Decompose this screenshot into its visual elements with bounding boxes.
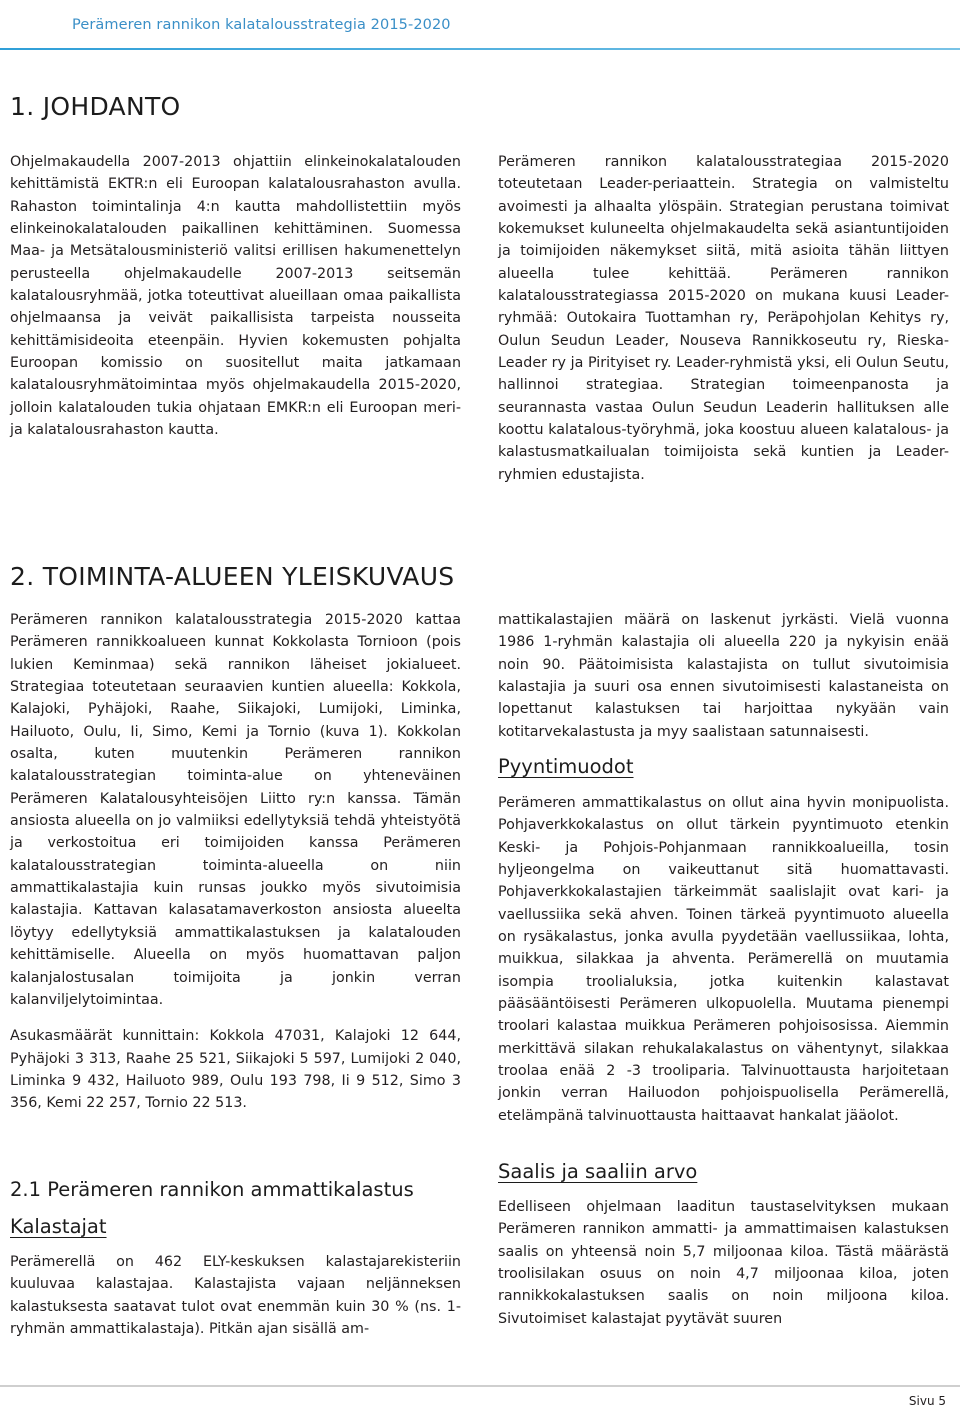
page-number: Sivu 5 bbox=[908, 1394, 946, 1408]
kalastajat-column bbox=[10, 1251, 461, 1340]
pyyntimuodot-heading: Pyyntimuodot bbox=[498, 755, 634, 778]
section-1-heading: 1. JOHDANTO bbox=[10, 92, 181, 121]
fishermen-decline-paragraph: mattikalastajien määrä on laskenut jyrkästi. Vielä vuonna 1986 1-ryhmän kalastajia oli alueella 220 ja nykyisin enää noin 90. Päätoimisista kalastajista on tullut sivutoimisia kalastajia ja suuri osa ennen sivutoimisesti kalastaneista on lopettanut kalastuksen tai harjoittaa nykyään vain kotitarvekalastusta ja myy saalistaan satunnaisesti. bbox=[498, 612, 949, 740]
section-1-left-paragraph: Ohjelmakaudella 2007-2013 ohjattiin elinkeinokalatalouden kehittämistä EKTR:n eli Euroopan kalatalousrahaston avulla. Rahaston toimintalinja 4:n kautta mahdollistettiin myös elinkeinokalatalouden paikallinen kehittäminen. Suomessa Maa- ja Metsätalousministeriö valitsi erillisen hakumenettelyn perusteella ohjelmakaudelle 2007-2013 seitsemän kalatalousryhmää, jotka toteuttivat alueillaan omaa paikallista ohjelmaansa ja veivät paikallisista tarpeista nousseita kehittämisideoita eteenpäin. Hyvien kokemusten pohjalta Euroopan komissio on suositellut maita jatkamaan kalatalousryhmätoimintaa myös ohjelmakaudella 2015-2020, jolloin kalatalouden tukia ohjataan EMKR:n eli Euroopan meri- ja kalatalousrahaston kautta. bbox=[10, 154, 461, 439]
pyyntimuodot-column bbox=[498, 792, 949, 1127]
saalis-heading: Saalis ja saaliin arvo bbox=[498, 1160, 698, 1183]
section-2-left-column bbox=[10, 609, 461, 1115]
subsection-2-1-heading: 2.1 Perämeren rannikon ammattikalastus bbox=[10, 1178, 414, 1201]
section-2-heading: 2. TOIMINTA-ALUEEN YLEISKUVAUS bbox=[10, 562, 455, 591]
kalastajat-paragraph: Perämerellä on 462 ELY-keskuksen kalastajarekisteriin kuuluvaa kalastajaa. Kalastajista vajaan neljänneksen kalastuksesta saatavat tulot ovat enemmän kuin 30 % (ns. 1-ryhmän ammattikalastaja). Pitkän ajan sisällä am- bbox=[10, 1254, 461, 1338]
footer-rule bbox=[0, 1385, 960, 1387]
pyyntimuodot-paragraph: Perämeren ammattikalastus on ollut aina hyvin monipuolista. Pohjaverkkokalastus on ollut tärkein pyyntimuoto etenkin Keski- ja Pohjois-Pohjanmaan rannikkoalueilla, tosin hyljeongelma on vaikeuttanut sitä huomattavasti. Pohjaverkkokalastajien tärkeimmät saalislajit ovat kari- ja vaellussiika sekä ahven. Toinen tärkeä pyyntimuoto alueella on rysäkalastus, jonka avulla pyydetään vaellussiikaa, lohta, muikkua, silakkaa ja ahventa. Perämerellä on muutamia isompia troolialuksia, jotka kuitenkin kalastavat pääsääntöisesti Perämeren ulkopuolella. Muutama pienempi troolari kalastaa muikkua Perämeren pohjoisosissa. Aiemmin merkittävä silakan rehukalakalastus on vähentynyt, silakkaa troolaa enää 2 -3 troolipariа. Talvinuottausta harjoitetaan jonkin verran Hailuodon pohjoispuolisella Perämerellä, etelämpänä talvinuottausta haittaavat hankalat jääolot. bbox=[498, 795, 949, 1124]
population-paragraph: Asukasmäärät kunnittain: Kokkola 47031, Kalajoki 12 644, Pyhäjoki 3 313, Raahe 25 521, Siikajoki 5 597, Lumijoki 2 040, Liminka 9 432, Hailuoto 989, Oulu 193 798, Ii 9 512, Simo 3 356, Kemi 22 257, Tornio 22 513. bbox=[10, 1028, 461, 1112]
area-description-paragraph: Perämeren rannikon kalatalousstrategia 2015-2020 kattaa Perämeren rannikkoalueen kunnat Kokkolasta Tornioon (pois lukien Keminmaa) sekä rannikon läheiset jokialueet. Strategiaa toteutetaan seuraavien kuntien alueella: Kokkola, Kalajoki, Pyhäjoki, Raahe, Siikajoki, Lumijoki, Liminka, Hailuoto, Oulu, Ii, Simo, Kemi ja Tornio (kuva 1). Kokkolan osalta, kuten muutenkin Perämeren rannikon kalatalousstrategian toiminta-alue on yhteneväinen Perämeren Kalatalousyhteisöjen Liitto ry:n kanssa. Tämän ansiosta alueella on jo valmiiksi edellytyksiä tehdä yhteistyötä ja verkostoitua eri toimijoiden kanssa Perämeren kalatalousstrategian toiminta-alueella on niin ammattikalastajia kuin runsas joukko myös sivutoimisia kalastajia. Kattavan kalasatamaverkoston ansiosta alueelta löytyy edellytyksiä ammattikalastuksen ja kalatalouden kehittämiselle. Alueella on myös huomattavan paljon kalanjalostusalan toimijoita ja jonkin verran kalanviljelytoimintaa. bbox=[10, 612, 461, 1008]
saalis-column bbox=[498, 1196, 949, 1330]
saalis-paragraph: Edelliseen ohjelmaan laaditun taustaselvityksen mukaan Perämeren rannikon ammatti- ja ammattimaisen kalastuksen saalis on yhteensä noin 5,7 miljoonaa kiloa. Tästä määrästä troolisilakan osuus on noin 4,7 miljoonaa kiloa, joten rannikkokalastuksen saalis on noin miljoona kiloa. Sivutoimiset kalastajat pyytävät suuren bbox=[498, 1199, 949, 1327]
section-1-right-paragraph: Perämeren rannikon kalatalousstrategiaa 2015-2020 toteutetaan Leader-periaattein. Strategia on valmisteltu avoimesti ja alhaalta ylöspäin. Strategian perustana toimivat kokemukset kuluneelta ohjelmakaudelta sekä asiantuntijoiden ja toimijoiden näkemykset siitä, mitä asioita tähän liittyen alueella tulee kehittää. Perämeren rannikon kalatalousstrategiassa 2015-2020 on mukana kuusi Leader-ryhmää: Outokaira Tuottamhan ry, Peräpohjolan Kehitys ry, Oulun Seudun Leader, Nouseva Rannikkoseutu ry, Rieska-Leader ry ja Pirityiset ry. Leader-ryhmistä yksi, eli Oulun Seutu, hallinnoi strategiaa. Strategian toimeenpanosta ja seurannasta vastaa Oulun Seudun Leaderin hallituksen alle koottu kalatalous-työryhmä, joka koostuu alueen kalatalous- ja kalastusmatkailualan toimijoista sekä kuntien ja Leader-ryhmien edustajista. bbox=[498, 154, 949, 483]
header-rule bbox=[0, 48, 960, 50]
section-2-right-column bbox=[498, 609, 949, 743]
running-header-title: Perämeren rannikon kalatalousstrategia 2015-2020 bbox=[72, 17, 451, 33]
section-1-left-column bbox=[10, 151, 461, 441]
kalastajat-heading: Kalastajat bbox=[10, 1215, 107, 1238]
section-1-right-column bbox=[498, 151, 949, 486]
